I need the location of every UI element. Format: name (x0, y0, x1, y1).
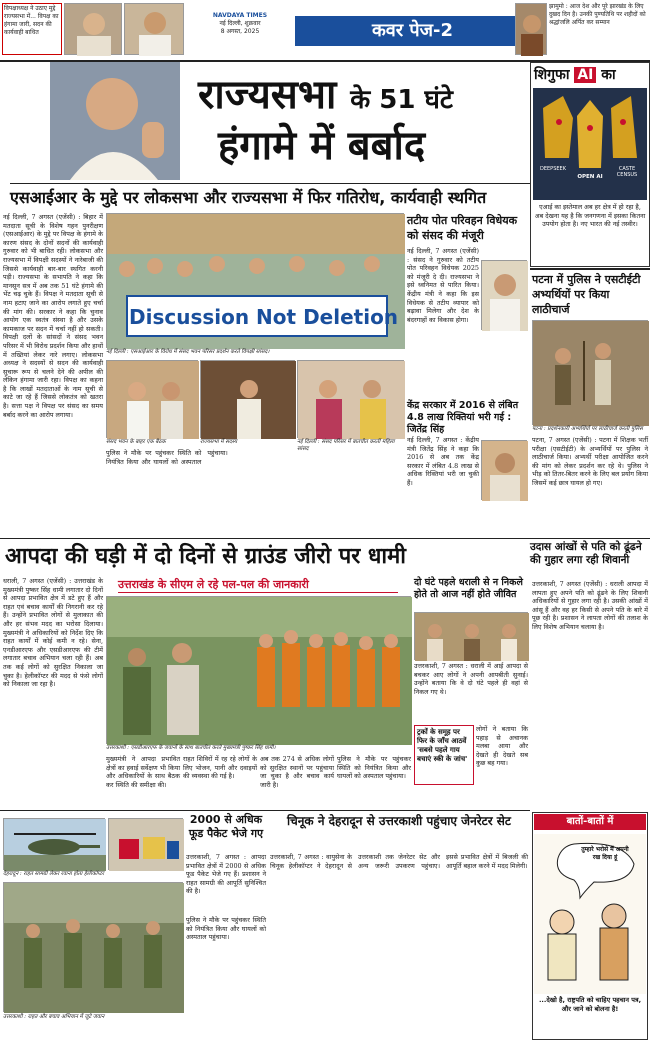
lead-body-continued: पुलिस ने मौके पर पहुंचकर स्थिति को नियंत्रित किया और घायलों को अस्पताल पहुंचाया। (106, 449, 228, 466)
shivani-body: उत्तरकाशी, 7 अगस्त (एजेंसी) : धराली आपदा में लापता हुए अपने पति को ढूंढने के लिए शिवानी अधिकारियों से गुहार लगा रही है। उसकी आंखों में आंसू हैं और वह हर किसी से अपने पति के बारे में पूछ रही है। प्रशासन ने लापता लोगों की तलाश के लिए विशेष अभियान चलाया है। (532, 580, 648, 631)
cartoon-caption: ...देखो है, राष्ट्रपति को चाहिए पहचान पत्र, और जाने को बोलना है! (538, 996, 642, 1013)
dhami-photo (106, 596, 411, 744)
lead-photo-3 (200, 360, 295, 438)
dhami-rule (0, 538, 650, 539)
rescue-caption: उत्तरकाशी : राहत और बचाव अभियान में जुटे जवान (3, 1014, 105, 1020)
teaser-right[interactable]: झामुमो : आज देश और पूरे झारखंड के लिए दुखद दिन है। उनकी पुण्यतिथि पर शहीदों को श्रद्धांजलि अर्पित कर सम्मान (549, 3, 646, 26)
tatiya-sub-headline: केंद्र सरकार में 2016 से लंबित 4.8 लाख रिक्तियां भरी गई : जितेंद्र सिंह (407, 400, 519, 435)
shigufa-suffix: का (601, 67, 616, 83)
tatiya-headline: तटीय पोत परिवहन विधेयक को संसद की मंजूरी (407, 214, 518, 242)
food-body-continued: पुलिस ने मौके पर पहुंचकर स्थिति को नियंत्रित किया और घायलों को अस्पताल पहुंचाया। (186, 916, 266, 942)
chinook-body: उत्तरकाशी, 7 अगस्त : वायुसेना के चिनूक हेलीकॉप्टर ने देहरादून से उत्तरकाशी तक जेनरेटर सेट और अन्य जरूरी उपकरण पहुंचाए। इससे प्रभावित क्षेत्रों में बिजली की आपूर्ति बहाल करने में मदद मिलेगी। (270, 853, 528, 870)
food-photo (108, 818, 183, 870)
shivani-headline: उदास आंखों से पति को ढूंढने की गुहार लगा रही शिवानी (530, 541, 642, 566)
shigufa-badge: AI (574, 67, 596, 83)
lead-photo-4-caption: नई दिल्ली : संसद परिसर में बातचीत करतीं महिला सांसद (297, 439, 395, 452)
food-body: उत्तरकाशी, 7 अगस्त : आपदा प्रभावित क्षेत्रों में 2000 से अधिक फूड पैकेट भेजे गए हैं। प्रशासन ने राहत सामग्री की आपूर्ति सुनिश्चित की है। (186, 853, 266, 896)
jitendra-portrait (481, 440, 527, 500)
dharali-photo (414, 612, 528, 660)
chinook-headline: चिनूक ने देहरादून से उत्तरकाशी पहुंचाए जेनरेटर सेट (287, 814, 511, 828)
teaser-photo-3 (515, 3, 547, 55)
lead-headline-line1 (198, 70, 528, 120)
dharali-inset-body: लोगों ने बताया कि पहाड़ से अचानक मलबा आया और देखते ही देखते सब कुछ बह गया। (476, 725, 528, 768)
shigufa-cartoon (533, 88, 647, 200)
lead-photo-protest (106, 213, 404, 348)
shigufa-text: एआई का इस्तेमाल अब हर क्षेत्र में हो रहा है, अब देखना यह है कि जनगणना में इसका कितना उपयोग होता है। नए भारत की नई तस्वीर। (534, 203, 646, 229)
dhami-headline: आपदा की घड़ी में दो दिनों से ग्राउंड जीरो पर धामी (5, 544, 406, 569)
dharali-headline: दो घंटे पहले धराली से न निकले होते तो आज नहीं होते जीवित (414, 577, 523, 600)
dhami-col2: मुख्यमंत्री ने आपदा प्रभावित क्षेत्रों का हवाई सर्वेक्षण भी किया और अधिकारियों के साथ बैठक कर स्थिति की समीक्षा की। (106, 755, 180, 789)
cartoon-speech: तुम्हारे भरोसे मैं अपनी रख दिया हूं (581, 846, 629, 861)
protest-banner-text: Discussion Not Deletion (129, 305, 399, 329)
lead-body: नई दिल्ली, 7 अगस्त (एजेंसी) : बिहार में मतदाता सूची के विशेष गहन पुनरीक्षण (एसआईआर) के मुद्दे पर विपक्ष के हंगामे के कारण संसद के दोनों सदनों की कार्यवाही गुरुवार को भी बाधित रही। लोकसभा और राज्यसभा में विपक्षी सदस्यों ने नारेबाजी की जिससे कार्यवाही बार-बार स्थगित करनी पड़ी। राज्यसभा के सभापति ने कहा कि मानसून सत्र में अब तक 51 घंटे हंगामे की भेंट चढ़ चुके हैं। विपक्ष ने मतदाता सूची से नाम हटाए जाने का आरोप लगाते हुए चर्चा की मांग की। सरकार ने कहा कि चुनाव आयोग एक स्वतंत्र संस्था है और उसके कामकाज पर सदन में चर्चा नहीं हो सकती। विपक्षी दलों के सांसदों ने संसद भवन परिसर में भी विरोध प्रदर्शन किया और हाथों में तख्तियां लेकर नारे लगाए। लोकसभा अध्यक्ष ने सदस्यों से सदन की कार्यवाही सुचारू रूप से चलने देने की अपील की लेकिन हंगामा जारी रहा। विपक्ष का कहना है कि लाखों मतदाताओं के नाम सूची से काटे जा रहे हैं जिससे लोकतंत्र को खतरा है। सत्ता पक्ष ने विपक्ष पर संसद का समय बर्बाद करने का आरोप लगाया। (3, 213, 103, 419)
patna-headline: पटना में पुलिस ने एसटीईटी अभ्यर्थियों पर किया लाठीचार्ज (532, 273, 641, 316)
lead-headline-part1: राज्यसभा (198, 72, 337, 118)
teaser-left[interactable]: विपक्षाध्यक्ष ने उठाए मुद्दे राज्यसभा में... विपक्ष का हंगामा जारी, सदन की कार्यवाही बाधित (2, 3, 62, 55)
lead-headline-line2: हंगामे में बर्बाद (218, 123, 426, 169)
lead-portrait (50, 62, 180, 180)
teaser-photo-2 (124, 3, 184, 55)
teaser-photo-1 (64, 3, 122, 55)
lead-photo-2 (106, 360, 198, 438)
dhami-col5: पुलिस ने मौके पर पहुंचकर स्थिति को नियंत्रित किया और घायलों को अस्पताल पहुंचाया। (337, 755, 411, 781)
city-date: नई दिल्ली, शुक्रवार (219, 20, 261, 27)
helicopter-caption: देहरादून : राहत सामग्री लेकर रवाना होता हेलीकॉप्टर (3, 871, 104, 877)
date: 8 अगस्त, 2025 (220, 28, 260, 35)
tatiya-body: नई दिल्ली, 7 अगस्त (एजेंसी) : संसद ने गुरुवार को तटीय पोत परिवहन विधेयक 2025 को मंजूरी दे दी। राज्यसभा ने इसे ध्वनिमत से पारित किया। केंद्रीय मंत्री ने कहा कि इस विधेयक से तटीय व्यापार को बढ़ावा मिलेगा और देश के बंदरगाहों का विकास होगा। (407, 247, 479, 324)
page-title: कवर पेज-2 (295, 16, 530, 46)
lead-photo-2-caption: संसद भवन के बाहर एक बैठक (106, 439, 166, 445)
patna-photo (532, 320, 648, 425)
shigufa-label-mid: OPEN AI (577, 174, 603, 180)
dharali-body: उत्तरकाशी, 7 अगस्त : धराली में आई आपदा से बचकर आए लोगों ने अपनी आपबीती सुनाई। उन्होंने बताया कि वे दो घंटे पहले ही वहां से निकल गए थे। (414, 662, 528, 696)
dhami-photo-caption: उत्तरकाशी : एसडीआरएफ के जवानों के साथ बातचीत करते मुख्यमंत्री पुष्कर सिंह धामी। (106, 745, 276, 751)
tatiya-sub-body: नई दिल्ली, 7 अगस्त : केंद्रीय मंत्री जितेंद्र सिंह ने कहा कि 2016 से अब तक केंद्र सरकार में लंबित 4.8 लाख से अधिक रिक्तियां भरी जा चुकी हैं। (407, 436, 479, 487)
dhami-col4: अब तक 274 से अधिक लोगों को सुरक्षित स्थानों पर पहुंचाया जा चुका है और बचाव कार्य जारी है। (260, 755, 334, 789)
tatiya-portrait (481, 260, 527, 330)
lead-photo-caption: नई दिल्ली : एसआईआर के विरोध में संसद भवन परिसर प्रदर्शन करते विपक्षी सांसद। (106, 349, 270, 355)
dateline (190, 12, 290, 36)
patna-caption: पटना : प्रदर्शनकारी अभ्यर्थियों पर लाठीचार्ज करती पुलिस (532, 426, 643, 432)
lead-photo-4 (297, 360, 404, 438)
dhami-col3: राहत शिविरों में रह रहे लोगों के लिए भोजन, पानी और दवाइयों की व्यवस्था की गई है। (183, 755, 257, 781)
dhami-body: धराली, 7 अगस्त (एजेंसी) : उत्तराखंड के मुख्यमंत्री पुष्कर सिंह धामी लगातार दो दिनों से आपदा प्रभावित क्षेत्र में डटे हुए हैं और राहत एवं बचाव कार्यों की निगरानी कर रहे हैं। उन्होंने प्रभावित लोगों से मुलाकात की और हर संभव मदद का भरोसा दिलाया। मुख्यमंत्री ने अधिकारियों को निर्देश दिए कि राहत कार्यों में कोई कमी न रहे। सेना, एनडीआरएफ और एसडीआरएफ की टीमें लगातार बचाव अभियान चला रही हैं। अब तक कई लोगों को सुरक्षित निकाला जा चुका है। हेलीकॉप्टर की मदद से फंसे लोगों को निकाला जा रहा है। (3, 577, 103, 689)
paper-name: NAVDAYA TIMES (212, 12, 268, 19)
cartoon-drawing (534, 834, 646, 994)
dhami-subheadline: उत्तराखंड के सीएम ले रहे पल-पल की जानकारी (118, 577, 398, 593)
shigufa-label-left: DEEPSEEK (540, 166, 566, 172)
shigufa-header (534, 64, 646, 86)
patna-rule (530, 268, 650, 270)
dharali-inset-headline: ट्रकों के समूह पर फिर के जाँच आठवें 'सबसे पहले गाय बचाएं स्की के जांच' (414, 725, 474, 785)
helicopter-photo (3, 818, 105, 870)
lead-photo-3-caption: राज्यसभा में सदस्य (200, 439, 238, 445)
bottom-rule (0, 810, 530, 811)
food-headline: 2000 से अधिक फूड पैकेट भेजे गए (188, 813, 264, 840)
cartoon-title: बातों-बातों में (534, 814, 646, 830)
masthead (0, 0, 650, 60)
lead-headline-part2: के 51 घंटे (350, 85, 453, 115)
shigufa-title: शिगुफा (534, 67, 570, 83)
rescue-photo (3, 882, 183, 1012)
lead-subheadline: एसआईआर के मुद्दे पर लोकसभा और राज्यसभा में फिर गतिरोध, कार्यवाही स्थगित (10, 183, 530, 211)
patna-body: पटना, 7 अगस्त (एजेंसी) : पटना में शिक्षक भर्ती परीक्षा (एसटीईटी) के अभ्यर्थियों पर पुलिस ने लाठीचार्ज किया। अभ्यर्थी परीक्षा आयोजित करने की मांग को लेकर प्रदर्शन कर रहे थे। पुलिस ने भीड़ को तितर-बितर करने के लिए बल प्रयोग किया जिसमें कई छात्र घायल हो गए। (532, 436, 648, 487)
shigufa-label-right: CASTE CENSUS (616, 166, 638, 178)
